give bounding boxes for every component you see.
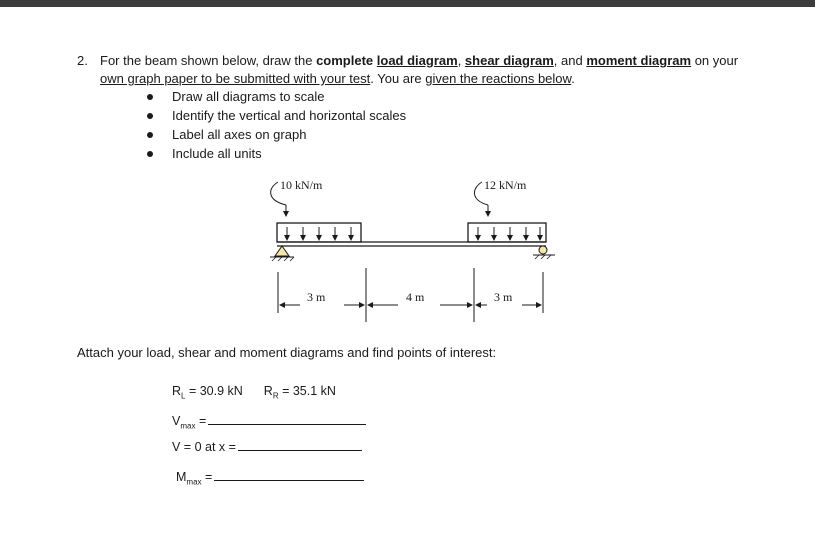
question-text-1f: , and: [553, 53, 587, 68]
distributed-load-left: [277, 223, 361, 242]
list-item: Include all units: [145, 146, 406, 165]
question-text-2c: given the reactions below: [425, 71, 572, 86]
mmax-answer: $M_{max}$ =: [176, 468, 364, 487]
distributed-load-right: [468, 223, 546, 242]
vzero-answer: V = 0 at x =: [172, 438, 362, 454]
question-text-1h: on your: [691, 53, 739, 68]
question-text-2b: . You are: [370, 71, 426, 86]
question-text-1a: For the beam shown below, draw the: [100, 53, 317, 68]
load-label-right: 12 kN/m: [484, 178, 527, 192]
question-text-1b: complete: [316, 53, 374, 68]
pin-support-left: [270, 246, 294, 261]
reaction-left: $R_L = 30.9$ kN: [172, 384, 243, 401]
dimension-label-right: 3 m: [494, 290, 513, 304]
vmax-blank[interactable]: [208, 412, 366, 425]
question-text-1g: moment diagram: [586, 53, 692, 68]
dimension-label-left: 3 m: [307, 290, 326, 304]
list-item: Label all axes on graph: [145, 127, 406, 146]
list-item: Draw all diagrams to scale: [145, 89, 406, 108]
mmax-blank[interactable]: [214, 468, 364, 481]
load-label-left: 10 kN/m: [280, 178, 323, 192]
vzero-blank[interactable]: [238, 438, 362, 451]
question-text-2d: .: [571, 71, 575, 86]
list-item: Identify the vertical and horizontal scales: [145, 108, 406, 127]
question-text-1d: ,: [457, 53, 465, 68]
attach-instructions: Attach your load, shear and moment diagrams and find points of interest:: [77, 345, 497, 360]
question-text-2a: own graph paper to be submitted with your test: [100, 71, 371, 86]
question-text-1c: load diagram: [376, 53, 458, 68]
question-text-1e: shear diagram: [464, 53, 554, 68]
vmax-answer: $V_{max}$ =: [172, 412, 366, 431]
reaction-right: $R_R = 35.1$ kN: [263, 384, 336, 401]
dimension-label-middle: 4 m: [406, 290, 425, 304]
beam: [277, 242, 546, 246]
roller-support-right: [533, 246, 555, 259]
question-number: 2.: [77, 53, 88, 68]
reactions-line: [172, 384, 336, 401]
